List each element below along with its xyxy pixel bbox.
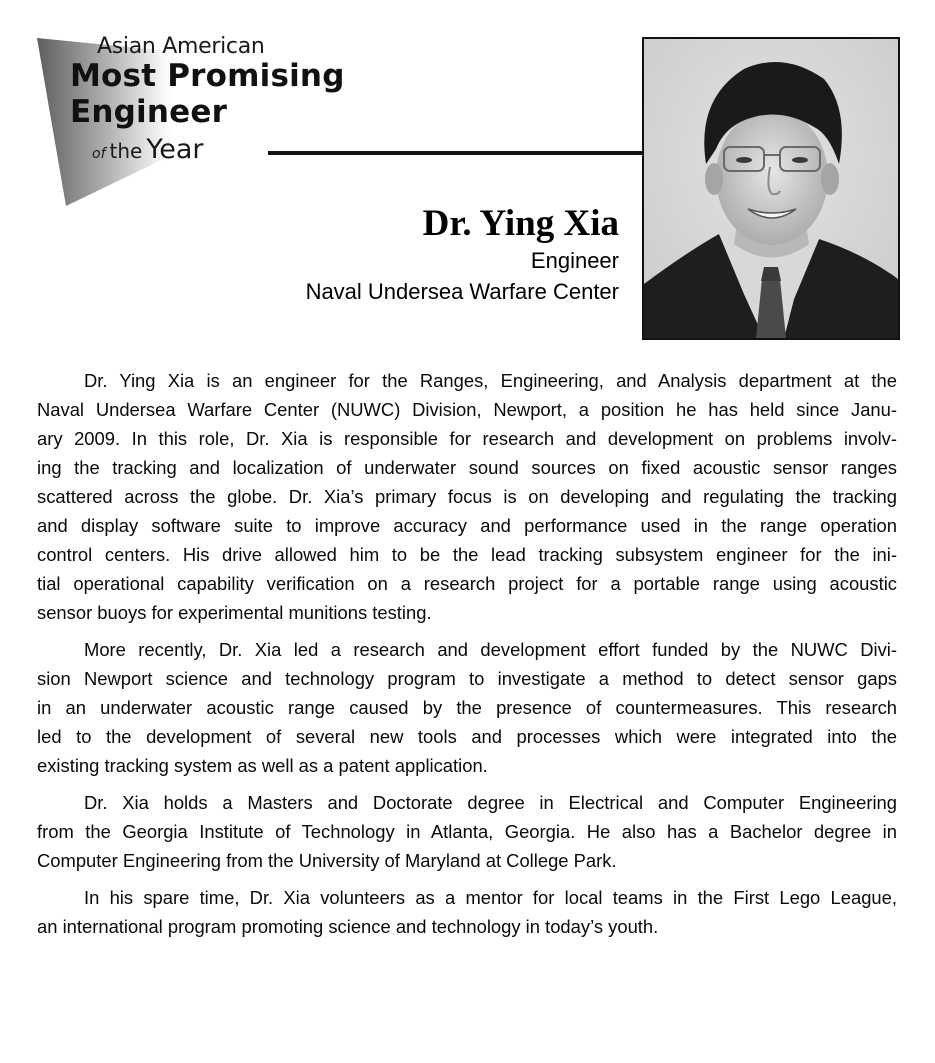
bio-line-text: existing tracking system as well as a patent application. <box>37 755 488 776</box>
bio-line-text: led to the development of several new tools and processes which were integrated into the <box>37 726 897 747</box>
bio-paragraph-3 <box>37 788 897 875</box>
award-word-of: of <box>92 146 106 162</box>
bio-line-text: sion Newport science and technology program to investigate a method to detect sensor gaps <box>37 668 897 689</box>
bio-line <box>37 817 897 846</box>
bio-line-text: scattered across the globe. Dr. Xia’s primary focus is on developing and regulating the tracking <box>37 486 897 507</box>
bio-paragraph-1 <box>37 366 897 627</box>
person-name: Dr. Ying Xia <box>422 203 619 244</box>
bio-line <box>37 453 897 482</box>
bio-line <box>37 912 897 941</box>
bio-line <box>37 664 897 693</box>
award-line-of-the-year <box>92 134 204 165</box>
bio-line-text: tial operational capability verification on a research project for a portable range using acoustic <box>37 573 897 594</box>
bio-line-text: In his spare time, Dr. Xia volunteers as a mentor for local teams in the First Lego League, <box>84 887 897 908</box>
bio-line <box>37 424 897 453</box>
award-line-engineer: Engineer <box>70 94 228 130</box>
bio-paragraph-4 <box>37 883 897 941</box>
bio-line-text: an international program promoting science and technology in today’s youth. <box>37 916 659 937</box>
eye-right <box>792 157 808 163</box>
tie-knot <box>761 267 781 281</box>
bio-line <box>37 846 897 875</box>
bio-line-text: from the Georgia Institute of Technology in Atlanta, Georgia. He also has a Bachelor degree in <box>37 821 897 842</box>
biography <box>37 366 897 949</box>
bio-line-text: Computer Engineering from the University of Maryland at College Park. <box>37 850 617 871</box>
award-line-asian-american: Asian American <box>97 34 265 59</box>
bio-line <box>37 722 897 751</box>
ear-left <box>705 163 723 195</box>
bio-line <box>37 540 897 569</box>
bio-line <box>37 788 897 817</box>
bio-line-text: in an underwater acoustic range caused by the presence of countermeasures. This research <box>37 697 897 718</box>
award-word-year: Year <box>146 134 204 165</box>
bio-line <box>37 511 897 540</box>
bio-line <box>37 635 897 664</box>
bio-line-text: ary 2009. In this role, Dr. Xia is responsible for research and development on problems involv- <box>37 428 897 449</box>
bio-line <box>37 482 897 511</box>
person-organization: Naval Undersea Warfare Center <box>305 279 619 304</box>
bio-line-text: More recently, Dr. Xia led a research and development effort funded by the NUWC Divi- <box>84 639 897 660</box>
bio-line <box>37 883 897 912</box>
bio-line-text: Dr. Xia holds a Masters and Doctorate degree in Electrical and Computer Engineering <box>84 792 897 813</box>
bio-line <box>37 395 897 424</box>
bio-line-text: Dr. Ying Xia is an engineer for the Ranges, Engineering, and Analysis department at the <box>84 370 897 391</box>
bio-line-text: Naval Undersea Warfare Center (NUWC) Division, Newport, a position he has held since Janu- <box>37 399 897 420</box>
portrait-illustration <box>644 39 898 338</box>
name-block <box>306 203 619 307</box>
person-title: Engineer <box>530 248 619 273</box>
bio-line-text: and display software suite to improve accuracy and performance used in the range operation <box>37 515 897 536</box>
eye-left <box>736 157 752 163</box>
bio-line-text: ing the tracking and localization of underwater sound sources on fixed acoustic sensor ranges <box>37 457 897 478</box>
bio-line <box>37 569 897 598</box>
bio-line <box>37 751 897 780</box>
award-word-the: the <box>109 139 143 163</box>
bio-paragraph-2 <box>37 635 897 780</box>
award-line-most-promising: Most Promising <box>70 58 345 94</box>
bio-line <box>37 366 897 395</box>
bio-line-text: sensor buoys for experimental munitions testing. <box>37 602 432 623</box>
bio-line-text: control centers. His drive allowed him to be the lead tracking subsystem engineer for the ini- <box>37 544 897 565</box>
bio-line <box>37 598 897 627</box>
ear-right <box>821 163 839 195</box>
header-rule-divider <box>268 151 643 155</box>
face <box>716 109 828 245</box>
bio-line <box>37 693 897 722</box>
portrait-photo <box>642 37 900 340</box>
